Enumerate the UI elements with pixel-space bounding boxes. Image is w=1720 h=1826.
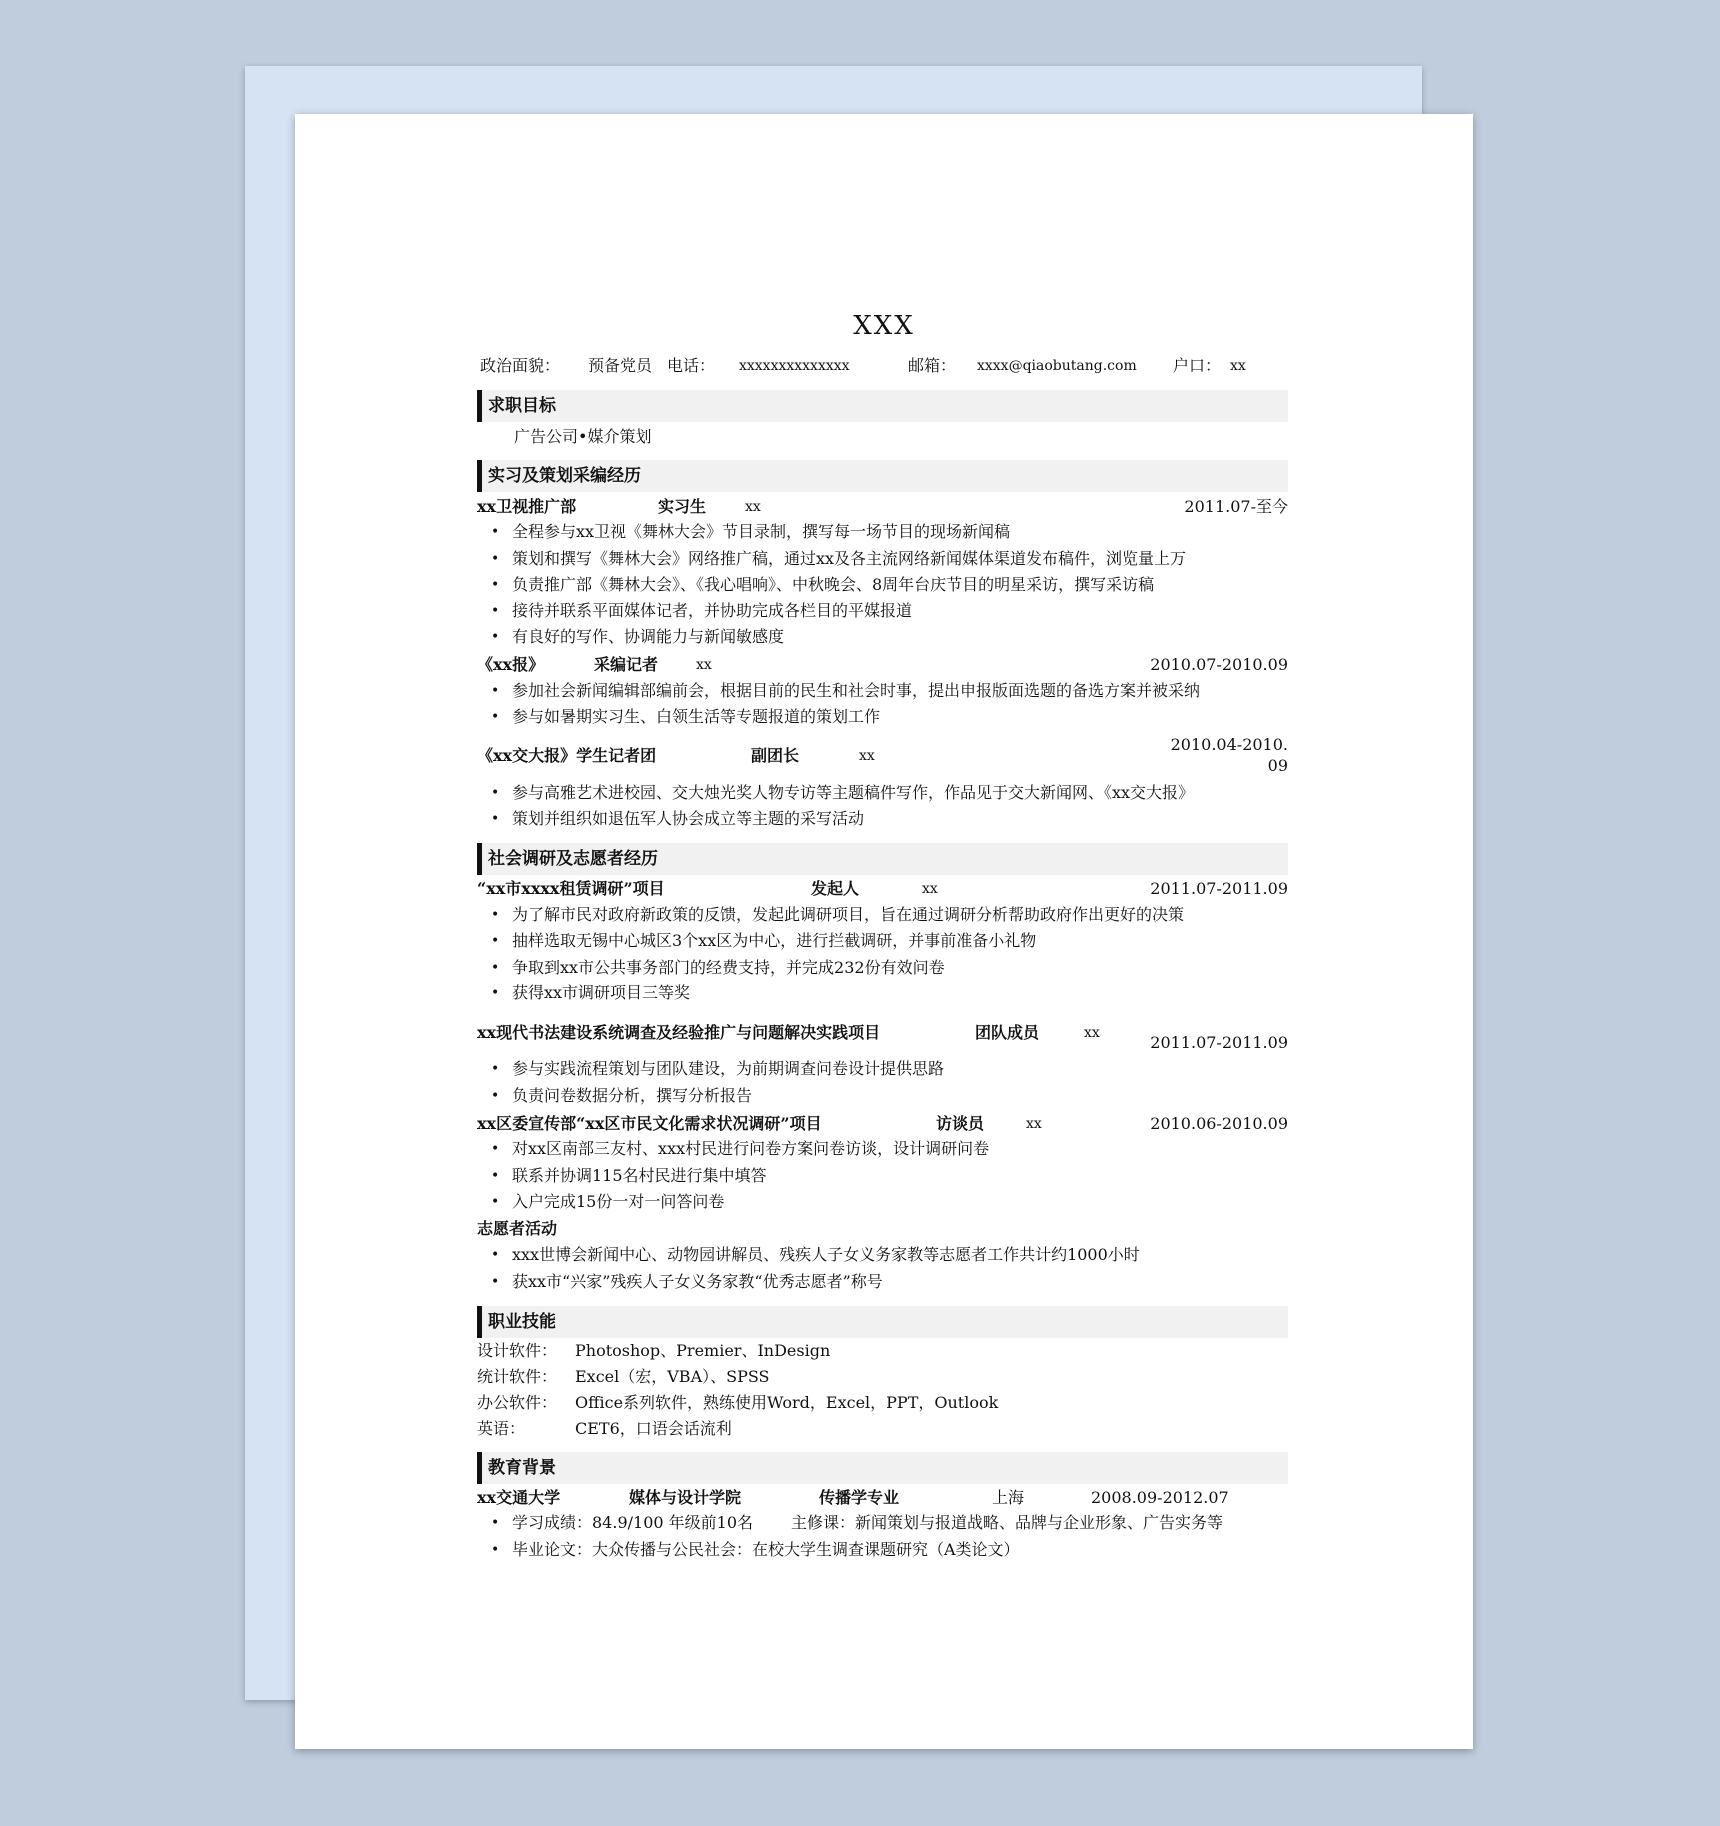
job-date: 09	[1267, 756, 1288, 775]
hukou-label: 户口：	[1173, 356, 1222, 375]
bullet-icon: •	[491, 683, 500, 699]
project-place: xx	[1026, 1116, 1042, 1132]
bullet-text: 参与实践流程策划与团队建设，为前期调查问卷设计提供思路	[512, 1059, 945, 1078]
bullet-text: 入户完成15份一对一问答问卷	[512, 1192, 725, 1211]
phone-value: xxxxxxxxxxxxxx	[739, 358, 850, 374]
bullet-text: 负责问卷数据分析，撰写分析报告	[512, 1086, 753, 1105]
politics-value: 预备党员	[588, 356, 653, 375]
skill-label: 英语：	[477, 1419, 526, 1438]
project-role: 访谈员	[936, 1114, 985, 1133]
bullet-icon: •	[491, 1194, 500, 1210]
project-date: 2010.06-2010.09	[1150, 1114, 1288, 1133]
bullet-text: 对xx区南部三友村、xxx村民进行问卷方案问卷访谈，设计调研问卷	[512, 1139, 990, 1158]
bullet-icon: •	[491, 985, 500, 1001]
bullet-icon: •	[491, 785, 500, 801]
project-date: 2011.07-2011.09	[1150, 879, 1288, 898]
bullet-text: 参加社会新闻编辑部编前会，根据目前的民生和社会时事，提出申报版面选题的备选方案并被采纳	[512, 681, 1201, 700]
job-date: 2010.04-2010.	[1170, 735, 1288, 754]
bullet-icon: •	[491, 1088, 500, 1104]
skill-value: Excel（宏，VBA）、SPSS	[575, 1367, 770, 1386]
bullet-icon: •	[491, 603, 500, 619]
bullet-text: 获得xx市调研项目三等奖	[512, 983, 691, 1002]
volunteer-title: 志愿者活动	[477, 1219, 558, 1238]
resume-page	[295, 114, 1473, 1749]
politics-label: 政治面貌：	[480, 356, 561, 375]
job-org: 《xx交大报》学生记者团	[477, 746, 657, 765]
bullet-icon: •	[491, 1515, 500, 1531]
bullet-icon: •	[491, 1542, 500, 1558]
email-value: xxxx@qiaobutang.com	[977, 358, 1137, 374]
job-org: xx卫视推广部	[477, 497, 577, 516]
section-internship	[477, 460, 1288, 492]
project-place: xx	[922, 881, 938, 897]
bullet-text: 有良好的写作、协调能力与新闻敏感度	[512, 627, 785, 646]
bullet-text: 联系并协调115名村民进行集中填答	[512, 1166, 767, 1185]
bullet-icon: •	[491, 1141, 500, 1157]
bullet-text: 抽样选取无锡中心城区3个xx区为中心，进行拦截调研，并事前准备小礼物	[512, 931, 1037, 950]
skill-label: 设计软件：	[477, 1341, 558, 1360]
bullet-text: 策划和撰写《舞林大会》网络推广稿，通过xx及各主流网络新闻媒体渠道发布稿件，浏览量上万	[512, 549, 1187, 568]
bullet-text: 策划并组织如退伍军人协会成立等主题的采写活动	[512, 809, 865, 828]
edu-courses: 主修课：新闻策划与报道战略、品牌与企业形象、广告实务等	[791, 1513, 1224, 1532]
job-place: xx	[745, 499, 761, 515]
section-title: 实习及策划采编经历	[488, 466, 641, 486]
objective-value: 广告公司•媒介策划	[514, 427, 652, 446]
bullet-icon: •	[491, 524, 500, 540]
bullet-icon: •	[491, 1168, 500, 1184]
bullet-icon: •	[491, 933, 500, 949]
project-place: xx	[1084, 1025, 1100, 1041]
skill-value: Photoshop、Premier、InDesign	[575, 1341, 831, 1360]
job-place: xx	[859, 748, 875, 764]
bullet-icon: •	[491, 629, 500, 645]
email-label: 邮箱：	[908, 356, 957, 375]
skill-label: 办公软件：	[477, 1393, 558, 1412]
bullet-text: 争取到xx市公共事务部门的经费支持，并完成232份有效问卷	[512, 958, 945, 977]
bullet-text: 毕业论文：大众传播与公民社会：在校大学生调查课题研究（A类论文）	[512, 1540, 1020, 1559]
bullet-icon: •	[491, 1061, 500, 1077]
section-skills	[477, 1306, 1288, 1338]
phone-label: 电话：	[667, 356, 716, 375]
bullet-text: 学习成绩：84.9/100 年级前10名	[512, 1513, 754, 1532]
skill-label: 统计软件：	[477, 1367, 558, 1386]
bullet-text: 全程参与xx卫视《舞林大会》节目录制，撰写每一场节目的现场新闻稿	[512, 522, 1011, 541]
project-role: 团队成员	[975, 1023, 1040, 1042]
job-role: 副团长	[751, 746, 800, 765]
job-role: 采编记者	[594, 655, 659, 674]
job-org: 《xx报》	[477, 655, 545, 674]
project-role: 发起人	[811, 879, 860, 898]
project-title: “xx市xxxx租赁调研”项目	[477, 879, 665, 898]
skill-value: CET6，口语会话流利	[575, 1419, 732, 1438]
resume-name: XXX	[853, 311, 915, 341]
edu-school: xx交通大学	[477, 1488, 561, 1507]
job-date: 2010.07-2010.09	[1150, 655, 1288, 674]
job-role: 实习生	[658, 497, 707, 516]
section-title: 社会调研及志愿者经历	[488, 849, 658, 869]
bullet-icon: •	[491, 907, 500, 923]
bullet-icon: •	[491, 1274, 500, 1290]
edu-major: 传播学专业	[819, 1488, 900, 1507]
edu-date: 2008.09-2012.07	[1091, 1488, 1229, 1507]
edu-city: 上海	[992, 1488, 1025, 1507]
bullet-text: xxx世博会新闻中心、动物园讲解员、残疾人子女义务家教等志愿者工作共计约1000小时	[512, 1245, 1140, 1264]
bullet-icon: •	[491, 1247, 500, 1263]
bullet-icon: •	[491, 577, 500, 593]
hukou-value: xx	[1230, 358, 1246, 374]
bullet-icon: •	[491, 960, 500, 976]
bullet-text: 获xx市“兴家”残疾人子女义务家教“优秀志愿者”称号	[512, 1272, 883, 1291]
bullet-text: 参与如暑期实习生、白领生活等专题报道的策划工作	[512, 707, 881, 726]
project-date: 2011.07-2011.09	[1150, 1033, 1288, 1052]
project-title: xx区委宣传部“xx区市民文化需求状况调研”项目	[477, 1114, 822, 1133]
section-education	[477, 1452, 1288, 1484]
bullet-text: 为了解市民对政府新政策的反馈，发起此调研项目，旨在通过调研分析帮助政府作出更好的决策	[512, 905, 1185, 924]
bullet-icon: •	[491, 709, 500, 725]
skill-value: Office系列软件，熟练使用Word，Excel，PPT，Outlook	[575, 1393, 999, 1412]
bullet-text: 参与高雅艺术进校园、交大烛光奖人物专访等主题稿件写作，作品见于交大新闻网、《xx交大报》	[512, 783, 1195, 802]
section-title: 求职目标	[488, 396, 556, 416]
section-title: 教育背景	[488, 1458, 556, 1478]
bullet-text: 负责推广部《舞林大会》、《我心唱响》、中秋晚会、8周年台庆节目的明星采访，撰写采访稿	[512, 575, 1155, 594]
section-objective	[477, 390, 1288, 422]
bullet-text: 接待并联系平面媒体记者，并协助完成各栏目的平媒报道	[512, 601, 913, 620]
job-date: 2011.07-至今	[1184, 497, 1288, 516]
job-place: xx	[696, 657, 712, 673]
section-title: 职业技能	[488, 1312, 556, 1332]
project-title: xx现代书法建设系统调查及经验推广与问题解决实践项目	[477, 1023, 881, 1042]
bullet-icon: •	[491, 551, 500, 567]
edu-college: 媒体与设计学院	[629, 1488, 742, 1507]
bullet-icon: •	[491, 811, 500, 827]
section-research	[477, 843, 1288, 875]
